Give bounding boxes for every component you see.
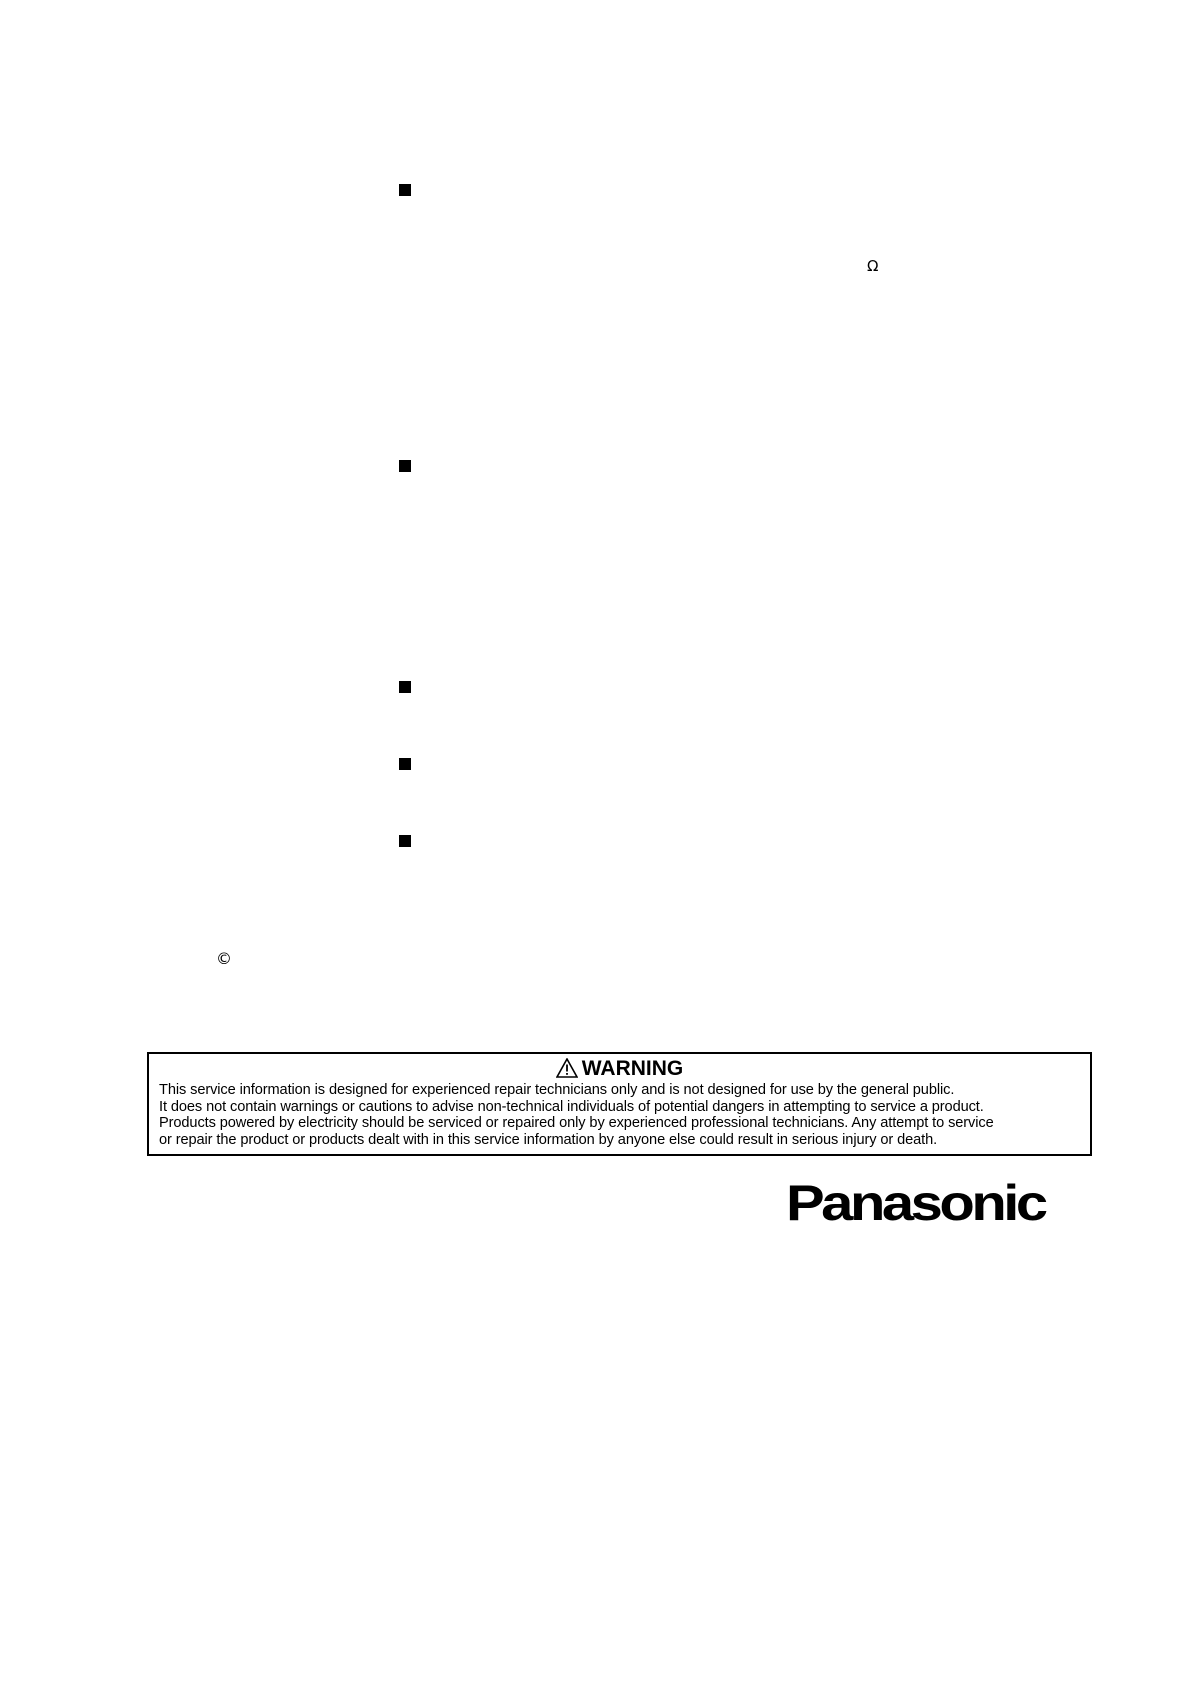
section-bullet-4: [399, 758, 411, 770]
panasonic-logo: Panasonic: [786, 1175, 1045, 1232]
section-bullet-5: [399, 835, 411, 847]
warning-triangle-icon: [556, 1058, 578, 1078]
section-bullet-3: [399, 681, 411, 693]
warning-heading: [159, 1057, 1080, 1081]
section-bullet-1: [399, 184, 411, 196]
warning-title: WARNING: [581, 1057, 684, 1080]
warning-line-1: This service information is designed for experienced repair technicians only and is not designed for use by the general public.: [159, 1082, 955, 1098]
copyright-symbol: ©: [216, 949, 232, 968]
section-bullet-2: [399, 460, 411, 472]
warning-line-3: Products powered by electricity should be serviced or repaired only by experienced professional technicians. Any attempt to service: [159, 1115, 994, 1131]
ohm-symbol: Ω: [867, 257, 879, 275]
warning-box: [147, 1052, 1092, 1156]
warning-line-2: It does not contain warnings or cautions to advise non-technical individuals of potential dangers in attempting to service a product.: [159, 1098, 984, 1115]
warning-line-4: or repair the product or products dealt with in this service information by anyone else could result in serious injury or death.: [159, 1131, 938, 1148]
